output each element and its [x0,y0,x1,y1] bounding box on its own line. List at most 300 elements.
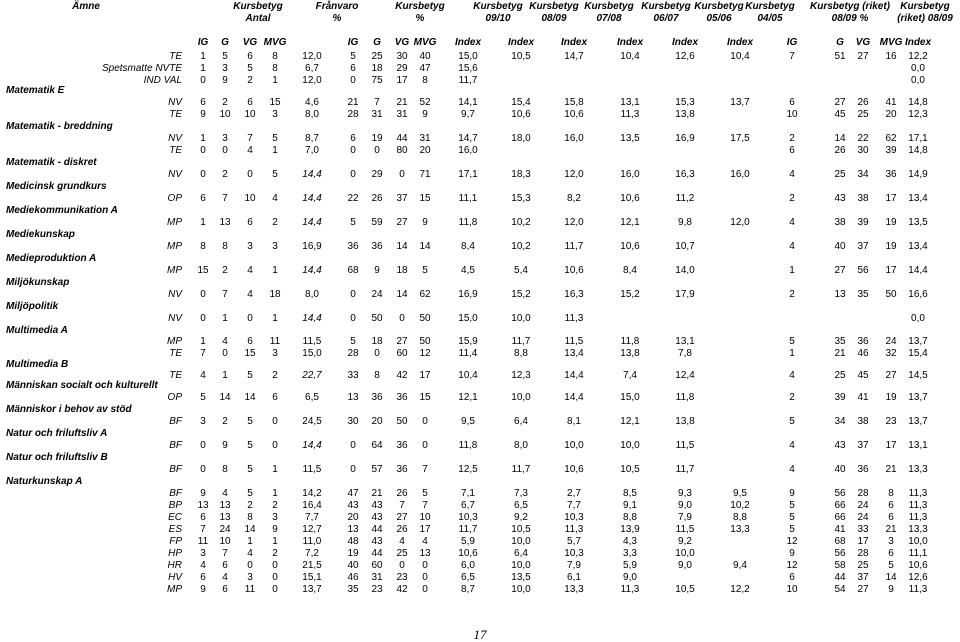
cell-value: 41 [885,97,897,108]
cell-value: 10,6 [458,548,478,559]
cell-value: 11,5 [302,336,322,347]
cell-value: 7 [789,51,795,62]
cell-value: 4 [272,193,278,204]
cell-value: 26 [396,524,408,535]
cell-value: 11,5 [675,440,695,451]
cell-value: 0 [222,145,228,156]
cell-value: 36 [396,440,408,451]
cell-value: 0 [272,416,278,427]
cell-value: 3 [272,512,278,523]
cell-value: 6 [789,145,795,156]
cell-value: 7,1 [461,488,475,499]
cell-value: 12,6 [675,51,695,62]
cell-value: 14 [419,241,431,252]
cell-value: 10 [219,536,231,547]
cell-value: 11,7 [511,464,531,475]
row-label: MP [167,584,182,595]
cell-value: 19 [885,241,897,252]
cell-value: 9,5 [733,488,747,499]
cell-value: 56 [834,488,846,499]
cell-value: 24,5 [302,416,322,427]
cell-value: 5 [247,488,253,499]
cell-value: 3 [200,416,206,427]
cell-value: 3 [200,548,206,559]
cell-value: 11,4 [458,348,478,359]
cell-value: 9,0 [678,500,692,511]
header-row2-cell: 07/08 [596,13,622,24]
cell-value: 5 [350,336,356,347]
cell-value: 1 [222,313,228,324]
cell-value: 0 [350,75,356,86]
cell-value: 17,9 [675,289,695,300]
cell-value: 4 [789,440,795,451]
cell-value: 32 [885,348,897,359]
cell-value: 2 [222,169,228,180]
cell-value: 19 [885,392,897,403]
cell-value: 3 [888,536,894,547]
cell-value: 4 [200,370,206,381]
header-row3-cell: MVG [263,37,287,48]
cell-value: 0 [200,75,206,86]
cell-value: 24 [219,524,231,535]
cell-value: 0 [222,348,228,359]
cell-value: 12,0 [564,217,584,228]
cell-value: 7,9 [678,512,692,523]
cell-value: 14,4 [564,392,584,403]
header-row3-cell: IG [197,37,209,48]
cell-value: 9 [222,440,228,451]
cell-value: 13,9 [620,524,640,535]
cell-value: 1 [200,217,206,228]
row-label: NV [168,289,182,300]
cell-value: 3 [247,241,253,252]
row-label: BF [169,416,182,427]
header-row3-cell: Index [454,37,482,48]
cell-value: 5 [247,63,253,74]
cell-value: 40 [834,241,846,252]
cell-value: 5 [247,440,253,451]
cell-value: 6,1 [567,572,581,583]
cell-value: 31 [371,109,383,120]
cell-value: 13 [419,548,431,559]
cell-value: 10,5 [675,584,695,595]
cell-value: 3 [222,63,228,74]
cell-value: 10,6 [564,109,584,120]
cell-value: 12,2 [908,51,928,62]
cell-value: 11,3 [908,512,928,523]
subject-label: Medieproduktion A [6,253,97,264]
cell-value: 10,6 [620,241,640,252]
cell-value: 0 [272,584,278,595]
cell-value: 66 [834,512,846,523]
cell-value: 4 [789,370,795,381]
cell-value: 25 [857,109,869,120]
cell-value: 5 [247,370,253,381]
cell-value: 13,4 [908,193,928,204]
cell-value: 0 [350,440,356,451]
cell-value: 11,3 [908,584,928,595]
cell-value: 14 [834,133,846,144]
cell-value: 7,8 [678,348,692,359]
row-label: NV [168,133,182,144]
cell-value: 5 [350,51,356,62]
cell-value: 43 [834,440,846,451]
cell-value: 21 [347,97,359,108]
cell-value: 33 [857,524,869,535]
cell-value: 27 [857,584,869,595]
cell-value: 22 [347,193,359,204]
cell-value: 9,0 [623,572,637,583]
cell-value: 14,5 [908,370,928,381]
cell-value: 12,1 [458,392,478,403]
cell-value: 6 [247,336,253,347]
cell-value: 21 [885,524,897,535]
cell-value: 11 [244,584,256,595]
cell-value: 0 [422,572,428,583]
cell-value: 6 [222,560,228,571]
cell-value: 5 [789,416,795,427]
header-row3-cell: G [373,37,381,48]
header-row2-cell: 09/10 [485,13,511,24]
page-number: 17 [473,627,487,642]
cell-value: 8 [222,241,228,252]
cell-value: 56 [834,548,846,559]
cell-value: 6 [888,548,894,559]
cell-value: 11,3 [564,313,584,324]
cell-value: 6,5 [461,572,475,583]
row-label: NV [168,313,182,324]
cell-value: 9 [200,488,206,499]
cell-value: 24 [857,500,869,511]
cell-value: 9 [789,548,795,559]
cell-value: 64 [371,440,383,451]
header-row3-cell: Index [507,37,535,48]
cell-value: 58 [834,560,846,571]
cell-value: 31 [396,109,408,120]
cell-value: 18 [396,265,408,276]
header-row3-cell: MVG [413,37,437,48]
header-row1-cell: Kursbetyg [584,1,634,12]
cell-value: 11,3 [564,524,584,535]
subject-label: Medicinsk grundkurs [6,181,107,192]
row-label: EC [168,512,182,523]
cell-value: 44 [371,524,383,535]
header-row1-cell: Kursbetyg [745,1,795,12]
cell-value: 21 [396,97,408,108]
cell-value: 25 [834,169,846,180]
cell-value: 25 [396,548,408,559]
row-label: BF [169,464,182,475]
cell-value: 21 [885,464,897,475]
cell-value: 18,0 [511,133,531,144]
cell-value: 27 [857,51,869,62]
row-label: BF [169,440,182,451]
cell-value: 5,9 [623,560,637,571]
cell-value: 12,7 [302,524,322,535]
cell-value: 1 [789,265,795,276]
cell-value: 0,0 [911,63,925,74]
cell-value: 16,3 [564,289,584,300]
cell-value: 2 [222,265,228,276]
cell-value: 6 [888,500,894,511]
cell-value: 8 [888,488,894,499]
cell-value: 17 [419,370,431,381]
cell-value: 5,4 [514,265,528,276]
cell-value: 8,4 [623,265,637,276]
cell-value: 4 [789,217,795,228]
cell-value: 4 [399,536,405,547]
cell-value: 12,1 [620,217,640,228]
cell-value: 0 [200,169,206,180]
cell-value: 2 [272,370,278,381]
cell-value: 0 [422,560,428,571]
cell-value: 9 [888,584,894,595]
cell-value: 10,2 [730,500,750,511]
cell-value: 5 [789,336,795,347]
cell-value: 13,3 [564,584,584,595]
cell-value: 27 [396,512,408,523]
cell-value: 9,7 [461,109,475,120]
cell-value: 5 [272,133,278,144]
cell-value: 24 [371,289,383,300]
subject-label: Natur och friluftsliv B [6,452,108,463]
cell-value: 1 [200,336,206,347]
cell-value: 15 [419,193,431,204]
cell-value: 8,8 [514,348,528,359]
cell-value: 10,4 [458,370,478,381]
cell-value: 14,9 [908,169,928,180]
cell-value: 2 [247,500,253,511]
cell-value: 4 [247,145,253,156]
cell-value: 50 [371,313,383,324]
cell-value: 0 [247,560,253,571]
cell-value: 9 [789,488,795,499]
cell-value: 38 [834,217,846,228]
cell-value: 13 [347,392,359,403]
cell-value: 14 [885,572,897,583]
header-row1-cell: Kursbetyg [395,1,445,12]
cell-value: 9 [200,109,206,120]
cell-value: 13,5 [620,133,640,144]
header-row2-cell: 08/09 % [831,13,869,24]
header-row2-cell: Antal [245,13,271,24]
cell-value: 46 [347,572,359,583]
cell-value: 37 [857,440,869,451]
cell-value: 10 [244,193,256,204]
row-label: MP [167,336,182,347]
cell-value: 4 [222,336,228,347]
cell-value: 6 [272,392,278,403]
cell-value: 26 [396,488,408,499]
cell-value: 13 [219,217,231,228]
cell-value: 9,5 [461,416,475,427]
cell-value: 10,5 [620,464,640,475]
cell-value: 0,0 [911,313,925,324]
subject-label: Naturkunskap A [6,476,83,487]
cell-value: 5 [888,560,894,571]
cell-value: 7,3 [514,488,528,499]
header-row2-cell: 04/05 [757,13,783,24]
subject-label: Människor i behov av stöd [6,404,132,415]
cell-value: 1 [272,536,278,547]
cell-value: 17,5 [730,133,750,144]
cell-value: 15,0 [620,392,640,403]
cell-value: 68 [347,265,359,276]
cell-value: 0 [272,560,278,571]
header-row1-cell: Kursbetyg [900,1,950,12]
header-row3-cell: VG [242,37,258,48]
subject-label: Multimedia A [6,325,68,336]
cell-value: 10,5 [511,524,531,535]
header-row3-cell: G [836,37,844,48]
cell-value: 7 [222,289,228,300]
cell-value: 25 [371,51,383,62]
cell-value: 8,4 [461,241,475,252]
cell-value: 1 [272,464,278,475]
cell-value: 2 [272,500,278,511]
cell-value: 4 [222,572,228,583]
cell-value: 12,3 [908,109,928,120]
cell-value: 11,3 [620,109,640,120]
cell-value: 11,7 [458,75,478,86]
cell-value: 12 [786,536,798,547]
row-label: MP [167,241,182,252]
header-row1-cell: Kursbetyg [473,1,523,12]
cell-value: 5 [350,217,356,228]
cell-value: 17 [857,536,869,547]
cell-value: 36 [885,169,897,180]
cell-value: 8 [272,63,278,74]
cell-value: 38 [857,193,869,204]
cell-value: 2 [222,97,228,108]
cell-value: 2 [272,548,278,559]
cell-value: 14,4 [564,370,584,381]
cell-value: 16,6 [908,289,928,300]
cell-value: 23 [371,584,383,595]
cell-value: 14,4 [302,440,322,451]
cell-value: 17 [396,75,408,86]
subject-label: Matematik - breddning [6,121,113,132]
cell-value: 50 [885,289,897,300]
cell-value: 18,3 [511,169,531,180]
cell-value: 62 [885,133,897,144]
cell-value: 0 [247,169,253,180]
cell-value: 5,9 [461,536,475,547]
cell-value: 10,6 [564,464,584,475]
cell-value: 56 [857,265,869,276]
cell-value: 9 [422,109,428,120]
cell-value: 4 [789,464,795,475]
cell-value: 10,0 [511,560,531,571]
cell-value: 35 [857,289,869,300]
cell-value: 5 [422,488,428,499]
cell-value: 8 [374,370,380,381]
cell-value: 4,3 [623,536,637,547]
cell-value: 15,1 [302,572,322,583]
cell-value: 31 [419,133,431,144]
cell-value: 1 [200,63,206,74]
cell-value: 24 [857,512,869,523]
cell-value: 31 [371,572,383,583]
cell-value: 21,5 [302,560,322,571]
cell-value: 13 [347,524,359,535]
cell-value: 10 [244,109,256,120]
cell-value: 15,0 [458,313,478,324]
cell-value: 15,0 [458,51,478,62]
cell-value: 10 [419,512,431,523]
cell-value: 0 [399,313,405,324]
cell-value: 27 [396,336,408,347]
cell-value: 0 [422,416,428,427]
cell-value: 11,5 [302,464,322,475]
cell-value: 9 [272,524,278,535]
cell-value: 54 [834,584,846,595]
row-label: BF [169,488,182,499]
cell-value: 5 [789,524,795,535]
cell-value: 27 [834,265,846,276]
cell-value: 10,4 [620,51,640,62]
cell-value: 0 [350,464,356,475]
cell-value: 43 [371,500,383,511]
header-row1-cell: Kursbetyg [529,1,579,12]
cell-value: 5,7 [567,536,581,547]
cell-value: 0 [200,440,206,451]
cell-value: 16,3 [675,169,695,180]
cell-value: 11,8 [458,440,478,451]
cell-value: 1 [272,75,278,86]
cell-value: 28 [347,348,359,359]
cell-value: 10,6 [908,560,928,571]
cell-value: 10,3 [564,548,584,559]
cell-value: 1 [789,348,795,359]
cell-value: 8 [247,512,253,523]
cell-value: 27 [396,217,408,228]
cell-value: 2 [789,193,795,204]
cell-value: 45 [857,370,869,381]
cell-value: 7 [374,97,380,108]
cell-value: 44 [834,572,846,583]
cell-value: 13,4 [564,348,584,359]
header-row1-cell: Kursbetyg [233,1,283,12]
cell-value: 15 [244,348,256,359]
header-row1-cell: Kursbetyg (riket) [809,1,890,12]
cell-value: 25 [834,370,846,381]
cell-value: 60 [371,560,383,571]
cell-value: 9 [422,217,428,228]
cell-value: 37 [857,572,869,583]
cell-value: 13,3 [908,464,928,475]
cell-value: 10,0 [511,313,531,324]
header-row1-cell: Kursbetyg [694,1,744,12]
cell-value: 6 [200,512,206,523]
cell-value: 44 [396,133,408,144]
cell-value: 29 [396,63,408,74]
cell-value: 9 [222,75,228,86]
cell-value: 5 [200,392,206,403]
cell-value: 3 [272,348,278,359]
cell-value: 7 [200,348,206,359]
cell-value: 26 [834,145,846,156]
cell-value: 10,5 [511,51,531,62]
cell-value: 2 [789,289,795,300]
cell-value: 11,8 [458,217,478,228]
row-label: Spetsmatte NVTE [101,63,182,74]
cell-value: 14 [396,289,408,300]
cell-value: 10,3 [458,512,478,523]
cell-value: 0 [200,464,206,475]
cell-value: 14 [244,392,256,403]
cell-value: 15,0 [302,348,322,359]
